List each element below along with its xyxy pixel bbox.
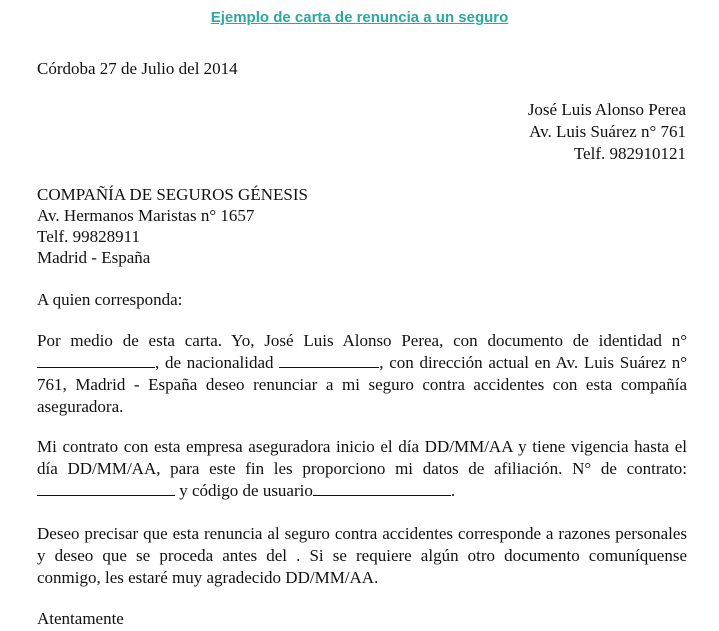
closing: Atentamente	[37, 609, 124, 628]
recipient-company: COMPAÑÍA DE SEGUROS GÉNESIS	[37, 185, 308, 204]
greeting: A quien corresponda:	[37, 290, 183, 309]
paragraph-1-text-a: Por medio de esta carta. Yo, José Luis Alonso Perea, con documento de identidad n°	[37, 331, 687, 350]
sender-name: José Luis Alonso Perea	[527, 100, 686, 119]
paragraph-1-text-b: , de nacionalidad	[155, 353, 274, 372]
paragraph-1-text-c: , con dirección actual en Av. Luis Suárez n° 761, Madrid - España deseo renunciar a mi seguro contra accidentes con esta compañía aseguradora.	[37, 353, 687, 416]
paragraph-2	[37, 436, 687, 502]
paragraph-2-text-c: .	[450, 481, 456, 500]
date-line: Córdoba 27 de Julio del 2014	[37, 59, 238, 78]
paragraph-2-text-a: Mi contrato con esta empresa aseguradora inicio el día DD/MM/AA y tiene vigencia hasta el día DD/MM/AA, para este fin les proporciono mi datos de afiliación. N° de contrato:	[37, 437, 687, 478]
user-code-blank	[313, 481, 451, 496]
contract-number-blank	[37, 481, 175, 496]
id-number-blank	[37, 353, 155, 368]
paragraph-2-text-b: y código de usuario	[179, 481, 313, 500]
document-title: Ejemplo de carta de renuncia a un seguro	[210, 9, 509, 26]
sender-phone: Telf. 982910121	[573, 144, 686, 163]
recipient-address: Av. Hermanos Maristas n° 1657	[37, 206, 255, 225]
recipient-city: Madrid - España	[37, 248, 151, 267]
paragraph-1	[37, 330, 687, 418]
sender-address: Av. Luis Suárez n° 761	[529, 122, 686, 141]
paragraph-3: Deseo precisar que esta renuncia al seguro contra accidentes corresponde a razones personales y deseo que se proceda antes del . Si se requiere algún otro documento comuníquense conmigo, les estaré muy agradecido DD/MM/AA.	[37, 524, 687, 587]
nationality-blank	[279, 353, 379, 368]
recipient-phone: Telf. 99828911	[37, 227, 140, 246]
